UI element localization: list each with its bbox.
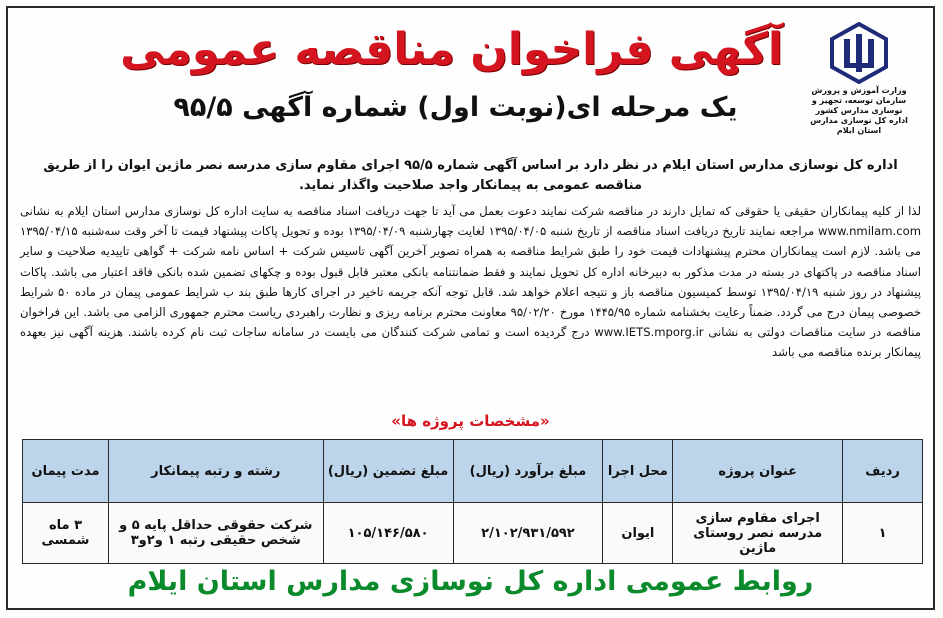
cell-duration: ۳ ماه شمسی bbox=[23, 503, 109, 564]
ministry-emblem-icon bbox=[828, 22, 890, 84]
header-guarantee: مبلغ تضمین (ریال) bbox=[323, 440, 453, 503]
ministry-name bbox=[799, 86, 919, 136]
projects-table bbox=[22, 439, 923, 564]
header-row-number: ردیف bbox=[843, 440, 923, 503]
tender-notice bbox=[6, 6, 935, 610]
notice-title: آگهی فراخوان مناقصه عمومی bbox=[120, 24, 783, 75]
notice-subtitle: یک مرحله ای(نوبت اول) شماره آگهی ۹۵/۵ bbox=[173, 92, 738, 123]
cell-contractor-grade: شرکت حقوقی حداقل پایه ۵ و شخص حقیقی رتبه ۱ و۲و۳ bbox=[108, 503, 323, 564]
header-location: محل اجرا bbox=[603, 440, 673, 503]
cell-location: ایوان bbox=[603, 503, 673, 564]
body-text bbox=[20, 201, 921, 363]
cell-project-title: اجرای مقاوم سازی مدرسه نصر روستای ماژین bbox=[673, 503, 843, 564]
ministry-logo bbox=[799, 22, 919, 136]
body-paragraph: لذا از کلیه پیمانکاران حقیقی یا حقوقی که تمایل دارند در مناقصه شرکت نمایند دعوت بعمل می آید تا جهت دریافت اسناد مناقصه به سایت اداره کل نوسازی مدارس استان ایلام به نشانی www.nmilam.com مراجعه نمایند تاریخ دریافت اسناد مناقصه از تاریخ شنبه ۱۳۹۵/۰۴/۰۵ لغایت چهارشنبه ۱۳۹۵/۰۴/۰۹ بوده و تحویل پاکات پیشنهاد قیمت تا آخر وقت سه‌شنبه ۱۳۹۵/۰۴/۱۵ می باشد. لازم است پیمانکاران محترم پیشنهادات قیمت خود را طبق شرایط مناقصه به همراه تصویر آخرین آگهی تاسیس شرکت + اساس نامه شرکت + گواهی تاییدیه صلاحیت و سایر اسناد مناقصه در پاکتهای در بسته در مدت مذکور به دبیرخانه اداره کل تحویل نمایند و فقط ضمانتنامه بانکی معتبر قابل قبول بوده و چکهای تضمین شده بانکی فاقد اعتبار می باشد. پاکات پیشنهاد در روز شنبه ۱۳۹۵/۰۴/۱۹ توسط کمیسیون مناقصه باز و نتیجه اعلام خواهد شد. قابل توجه آنکه جریمه تاخیر در اجرای کارها طبق بند ب شرایط عمومی پیمان در ماده ۵۰ شرایط خصوصی پیمان درج می گردد. ضمناً رعایت بخشنامه شماره ۱۴۴۵/۹۵ مورخ ۹۵/۰۲/۲۰ معاونت محترم برنامه ریزی و نظارت راهبردی ریاست محترم جمهوری الزامی می باشد. این فراخوان مناقصه در سایت مناقصات دولتی به نشانی www.IETS.mporg.ir درج گردیده است و تمامی شرکت کنندگان می بایست در سامانه ساجات ثبت نام کرده باشند. هزینه آگهی نیز بعهده پیمانکار برنده مناقصه می باشد bbox=[20, 204, 922, 360]
ministry-line-3: اداره کل نوسازی مدارس bbox=[810, 116, 908, 125]
table-header-row bbox=[23, 440, 923, 503]
cell-row-number: ۱ bbox=[843, 503, 923, 564]
header-project-title: عنوان پروژه bbox=[673, 440, 843, 503]
header-estimate: مبلغ برآورد (ریال) bbox=[453, 440, 603, 503]
table-row bbox=[23, 503, 923, 564]
ministry-line-4: استان ایلام bbox=[836, 126, 882, 135]
cell-estimate: ۲/۱۰۲/۹۳۱/۵۹۲ bbox=[453, 503, 603, 564]
ministry-line-2: سازمان توسعه، تجهیز و نوسازی مدارس کشور bbox=[811, 96, 907, 115]
intro-paragraph: اداره کل نوسازی مدارس استان ایلام در نظر دارد بر اساس آگهی شماره ۹۵/۵ اجرای مقاوم سازی مدرسه نصر ماژین ایوان را از طریق مناقصه عمومی به پیمانکار واجد صلاحیت واگذار نماید. bbox=[43, 158, 898, 193]
ministry-line-1: وزارت آموزش و پرورش bbox=[811, 86, 907, 95]
cell-guarantee: ۱۰۵/۱۴۶/۵۸۰ bbox=[323, 503, 453, 564]
header-contractor-grade: رشته و رتبه پیمانکار bbox=[108, 440, 323, 503]
footer-public-relations: روابط عمومی اداره کل نوسازی مدارس استان ایلام bbox=[127, 566, 814, 597]
projects-section-title: «مشخصات پروژه ها» bbox=[391, 412, 550, 430]
header-duration: مدت پیمان bbox=[23, 440, 109, 503]
